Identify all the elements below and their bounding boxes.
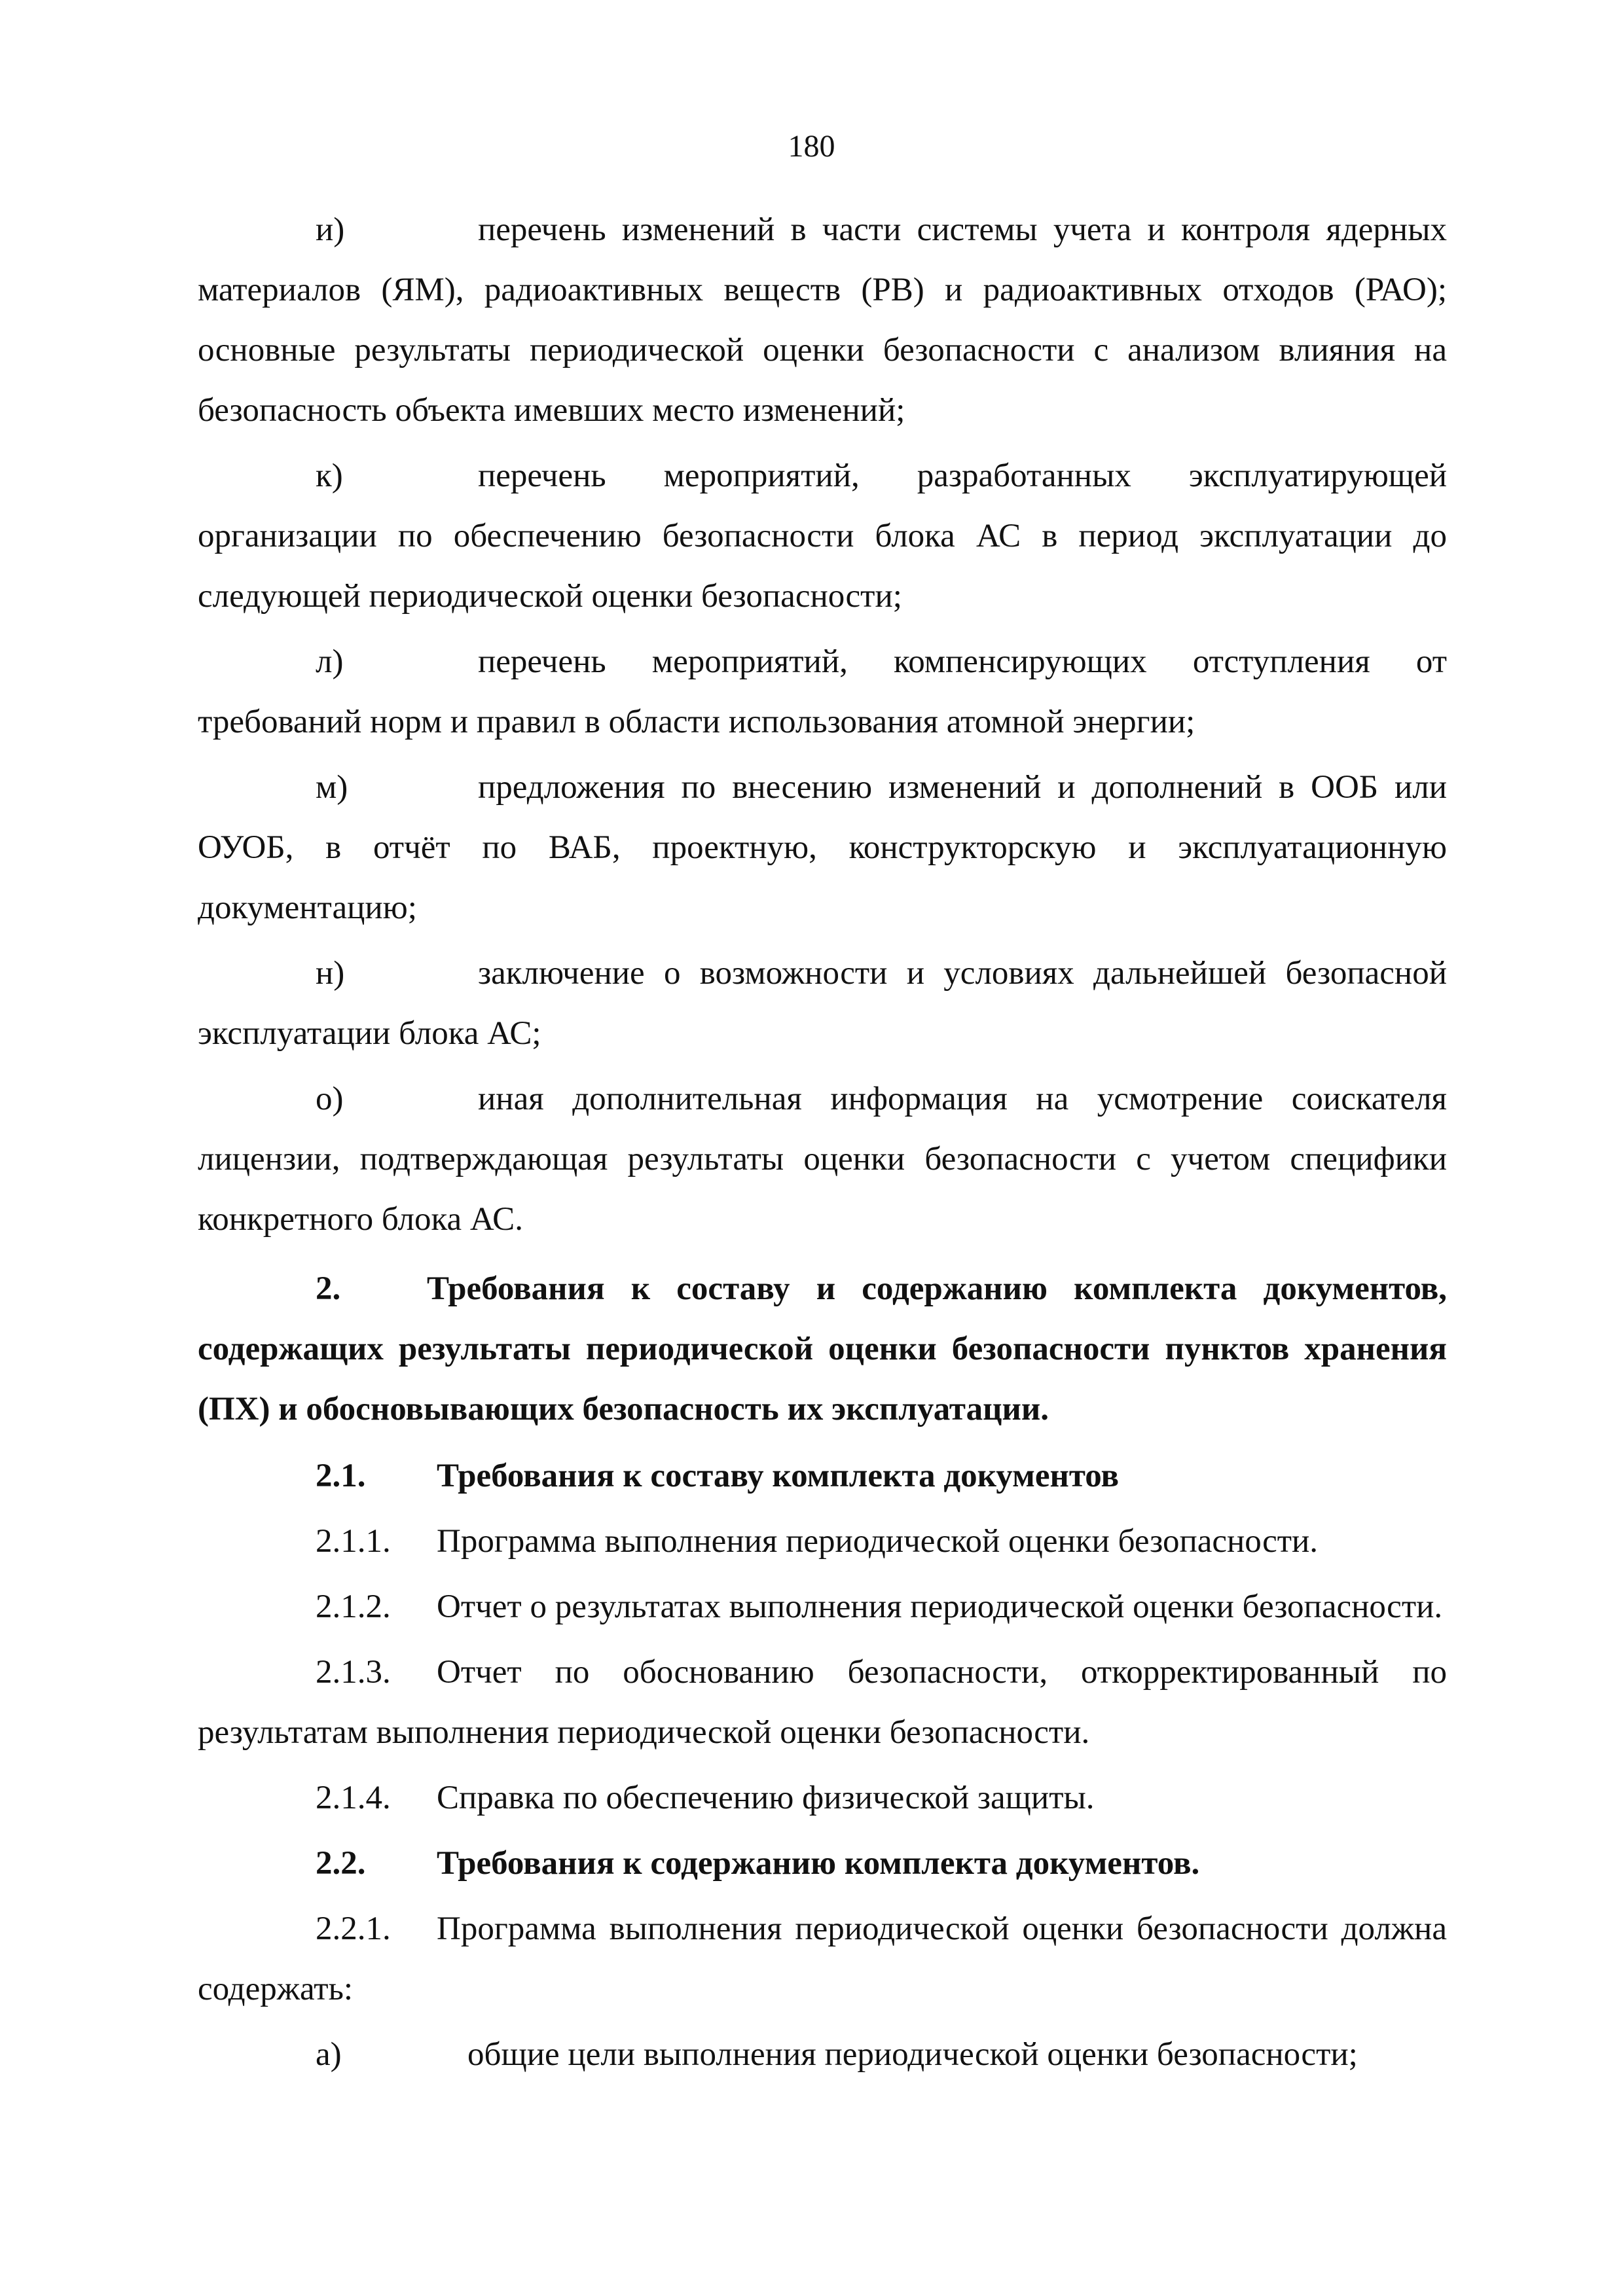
list-item-a [198,2024,1447,2085]
list-item-text: перечень мероприятий, разработанных эксплуатирующей организации по обеспечению безопасности блока АС в период эксплуатации до следующей периодической оценки безопасности; [198,457,1447,615]
section-2-1-heading [198,1446,1447,1506]
list-item-text: общие цели выполнения периодической оценки безопасности; [467,2036,1358,2073]
sub-item-2-1-3 [198,1642,1447,1763]
sub-item-text: Программа выполнения периодической оценки безопасности должна содержать: [198,1910,1447,2007]
page-number: 180 [788,129,835,164]
sub-item-text: Справка по обеспечению физической защиты. [437,1780,1095,1816]
section-number: 2.2. [316,1845,366,1882]
list-item-n [198,943,1447,1064]
list-marker: о) [316,1081,344,1117]
sub-item-text: Отчет по обоснованию безопасности, откорректированный по результатам выполнения периодической оценки безопасности. [198,1654,1447,1751]
list-item-m [198,757,1447,938]
sub-item-2-1-4 [198,1768,1447,1828]
section-number: 2. [316,1270,341,1307]
section-title: Требования к составу и содержанию комплекта документов, содержащих результаты периодической оценки безопасности пунктов хранения (ПХ) и обосновывающих безопасность их эксплуатации. [198,1270,1447,1427]
sub-item-number: 2.1.2. [316,1588,391,1625]
section-2-2-heading [198,1833,1447,1893]
list-marker: а) [316,2036,342,2073]
list-item-text: перечень изменений в части системы учета и контроля ядерных материалов (ЯМ), радиоактивных веществ (РВ) и радиоактивных отходов (РАО); основные результаты периодической оценки безопасности с анализом влияния на безопасность объекта имевших место изменений; [198,211,1447,429]
sub-item-number: 2.1.3. [316,1654,391,1691]
list-item-k [198,446,1447,626]
section-title: Требования к содержанию комплекта документов. [437,1845,1200,1882]
section-number: 2.1. [316,1458,366,1494]
sub-item-number: 2.1.4. [316,1780,391,1816]
list-marker: л) [316,643,344,680]
list-item-text: перечень мероприятий, компенсирующих отступления от требований норм и правил в области использования атомной энергии; [198,643,1447,740]
list-marker: м) [316,769,348,806]
sub-item-text: Программа выполнения периодической оценки безопасности. [437,1523,1319,1560]
sub-item-number: 2.2.1. [316,1910,391,1947]
list-item-text: иная дополнительная информация на усмотрение соискателя лицензии, подтверждающая результаты оценки безопасности с учетом специфики конкретного блока АС. [198,1081,1447,1238]
sub-item-2-1-1 [198,1511,1447,1571]
list-item-o [198,1069,1447,1249]
sub-item-number: 2.1.1. [316,1523,391,1560]
list-item-text: заключение о возможности и условиях дальнейшей безопасной эксплуатации блока АС; [198,955,1447,1052]
list-item-text: предложения по внесению изменений и дополнений в ООБ или ОУОБ, в отчёт по ВАБ, проектную, конструкторскую и эксплуатационную документацию; [198,769,1447,926]
list-marker: и) [316,211,345,248]
sub-item-2-2-1 [198,1899,1447,2019]
list-marker: н) [316,955,345,992]
sub-item-text: Отчет о результатах выполнения периодической оценки безопасности. [437,1588,1443,1625]
list-marker: к) [316,457,343,494]
section-title: Требования к составу комплекта документов [437,1458,1120,1494]
sub-item-2-1-2 [198,1577,1447,1637]
section-2-heading [198,1259,1447,1439]
list-item-l [198,632,1447,752]
list-item-i [198,200,1447,440]
document-body [198,200,1447,2085]
